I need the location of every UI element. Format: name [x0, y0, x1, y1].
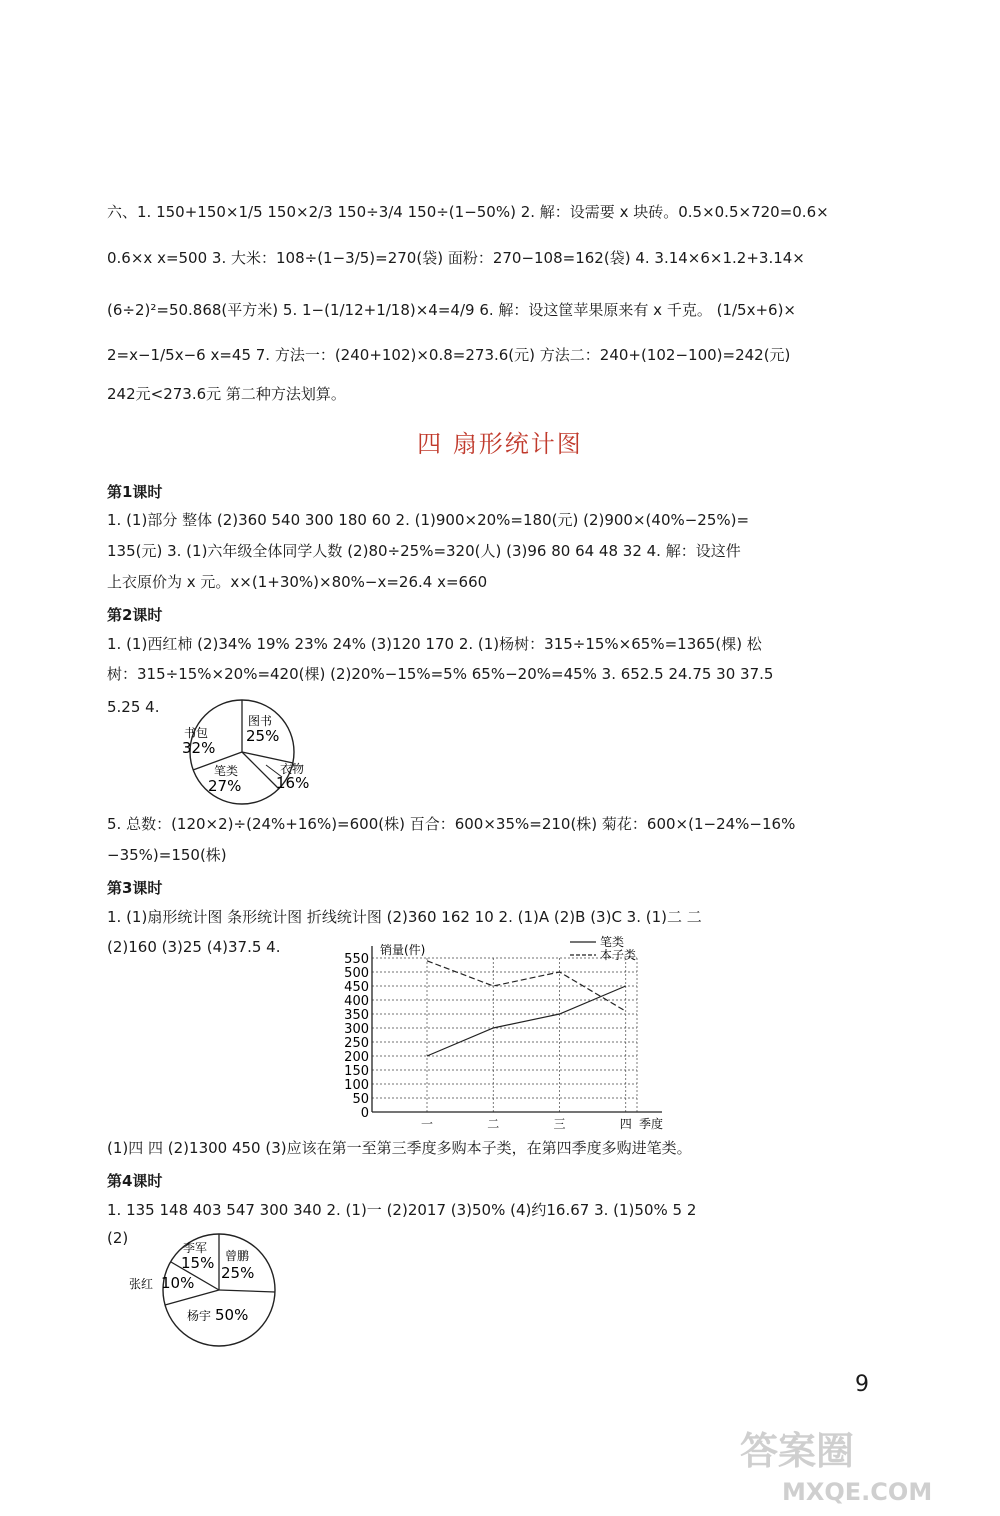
pie2-value-yangyu: 50% — [215, 1306, 249, 1324]
series-line-0 — [427, 986, 626, 1056]
x-tick-label: 二 — [487, 1117, 500, 1130]
lesson1-line2: 135(元) 3. (1)六年级全体同学人数 (2)80÷25%=320(人) (3)96 80 64 48 32 4. 解：设这件 — [107, 542, 741, 560]
lesson3-title: 第3课时 — [107, 879, 163, 897]
pie2-value-zhanghong: 10% — [161, 1274, 195, 1292]
pie1-value-books: 25% — [246, 727, 280, 745]
legend-label: 笔类 — [600, 935, 625, 949]
section6-line4: 2=x−1/5x−6 x=45 7. 方法一：(240+102)×0.8=273.6(元) 方法二：240+(102−100)=242(元) — [107, 346, 791, 364]
lesson2-line4: 5. 总数：(120×2)÷(24%+16%)=600(株) 百合：600×35%=210(株) 菊花：600×(1−24%−16% — [107, 815, 796, 833]
y-tick-label: 150 — [344, 1064, 369, 1079]
lesson3-line3: (1)四 四 (2)1300 450 (3)应该在第一至第三季度多购本子类，在第四季度多购进笔类。 — [107, 1139, 692, 1157]
y-tick-label: 0 — [360, 1106, 369, 1121]
chapter-title: 四 扇形统计图 — [417, 430, 583, 458]
y-tick-label: 50 — [352, 1092, 369, 1107]
x-axis-label: 季度 — [639, 1117, 664, 1130]
y-tick-label: 200 — [344, 1050, 369, 1065]
section6-line2: 0.6×x x=500 3. 大米：108÷(1−3/5)=270(袋) 面粉：270−108=162(袋) 4. 3.14×6×1.2+3.14× — [107, 249, 805, 267]
watermark-url: MXQE.COM — [782, 1478, 933, 1506]
lesson4-title: 第4课时 — [107, 1172, 163, 1190]
lesson1-line1: 1. (1)部分 整体 (2)360 540 300 180 60 2. (1)900×20%=180(元) (2)900×(40%−25%)= — [107, 511, 750, 529]
pie2-label-yangyu: 杨宇 — [187, 1309, 212, 1323]
section6-line5: 242元<273.6元 第二种方法划算。 — [107, 385, 346, 403]
x-tick-label: 四 — [619, 1117, 632, 1130]
lesson3-line1: 1. (1)扇形统计图 条形统计图 折线统计图 (2)360 162 10 2. (1)A (2)B (3)C 3. (1)二 二 — [107, 908, 702, 926]
y-tick-label: 450 — [344, 980, 369, 995]
y-tick-label: 400 — [344, 994, 369, 1009]
pie2-label-zhanghong: 张红 — [129, 1277, 154, 1291]
x-tick-label: 一 — [420, 1117, 434, 1130]
pie1-value-pens: 27% — [208, 777, 242, 795]
y-tick-label: 550 — [344, 952, 369, 967]
pie2-label-lijun: 李军 — [183, 1241, 208, 1255]
lesson4-line2: (2) — [107, 1229, 129, 1247]
section6-line1: 六、1. 150+150×1/5 150×2/3 150÷3/4 150÷(1−50%) 2. 解：设需要 x 块砖。0.5×0.5×720=0.6× — [107, 203, 829, 221]
pie1-label-pens: 笔类 — [214, 764, 239, 778]
y-tick-label: 300 — [344, 1022, 369, 1037]
lesson1-line3: 上衣原价为 x 元。x×(1+30%)×80%−x=26.4 x=660 — [107, 573, 488, 591]
pie2-value-zengpeng: 25% — [221, 1264, 255, 1282]
lesson4-line1: 1. 135 148 403 547 300 340 2. (1)一 (2)2017 (3)50% (4)约16.67 3. (1)50% 5 2 — [107, 1201, 697, 1219]
lesson3-line2: (2)160 (3)25 (4)37.5 4. — [107, 938, 281, 956]
pie1-value-clothes: 16% — [276, 774, 310, 792]
lesson2-line3: 5.25 4. — [107, 698, 160, 716]
y-tick-label: 350 — [344, 1008, 369, 1023]
lesson2-line5: −35%)=150(株) — [107, 846, 227, 864]
line-chart — [330, 932, 680, 1130]
legend-label: 本子类 — [600, 948, 637, 962]
pie2-value-lijun: 15% — [181, 1254, 215, 1272]
page-number: 9 — [855, 1372, 869, 1397]
x-tick-label: 三 — [553, 1117, 566, 1130]
y-tick-label: 500 — [344, 966, 369, 981]
lesson2-line2: 树：315÷15%×20%=420(棵) (2)20%−15%=5% 65%−20%=45% 3. 652.5 24.75 30 37.5 — [107, 665, 774, 683]
pie2-label-zengpeng: 曾鹏 — [225, 1249, 250, 1263]
pie-chart-2 — [125, 1232, 285, 1358]
watermark-logo: 答案圈 — [740, 1429, 855, 1473]
pie1-label-bag: 书包 — [184, 726, 209, 740]
pie1-label-clothes: 衣物 — [280, 762, 305, 776]
y-tick-label: 100 — [344, 1078, 369, 1093]
lesson2-line1: 1. (1)西红柿 (2)34% 19% 23% 24% (3)120 170 2. (1)杨树：315÷15%×65%=1365(棵) 松 — [107, 635, 762, 653]
y-axis-label: 销量(件) — [380, 943, 426, 957]
pie-chart-1 — [170, 697, 320, 809]
lesson1-title: 第1课时 — [107, 483, 163, 501]
pie1-value-bag: 32% — [182, 739, 216, 757]
y-tick-label: 250 — [344, 1036, 369, 1051]
section6-line3: (6÷2)²=50.868(平方米) 5. 1−(1/12+1/18)×4=4/9 6. 解：设这筐苹果原来有 x 千克。 (1/5x+6)× — [107, 301, 796, 319]
pie1-label-books: 图书 — [248, 714, 273, 728]
lesson2-title: 第2课时 — [107, 606, 163, 624]
